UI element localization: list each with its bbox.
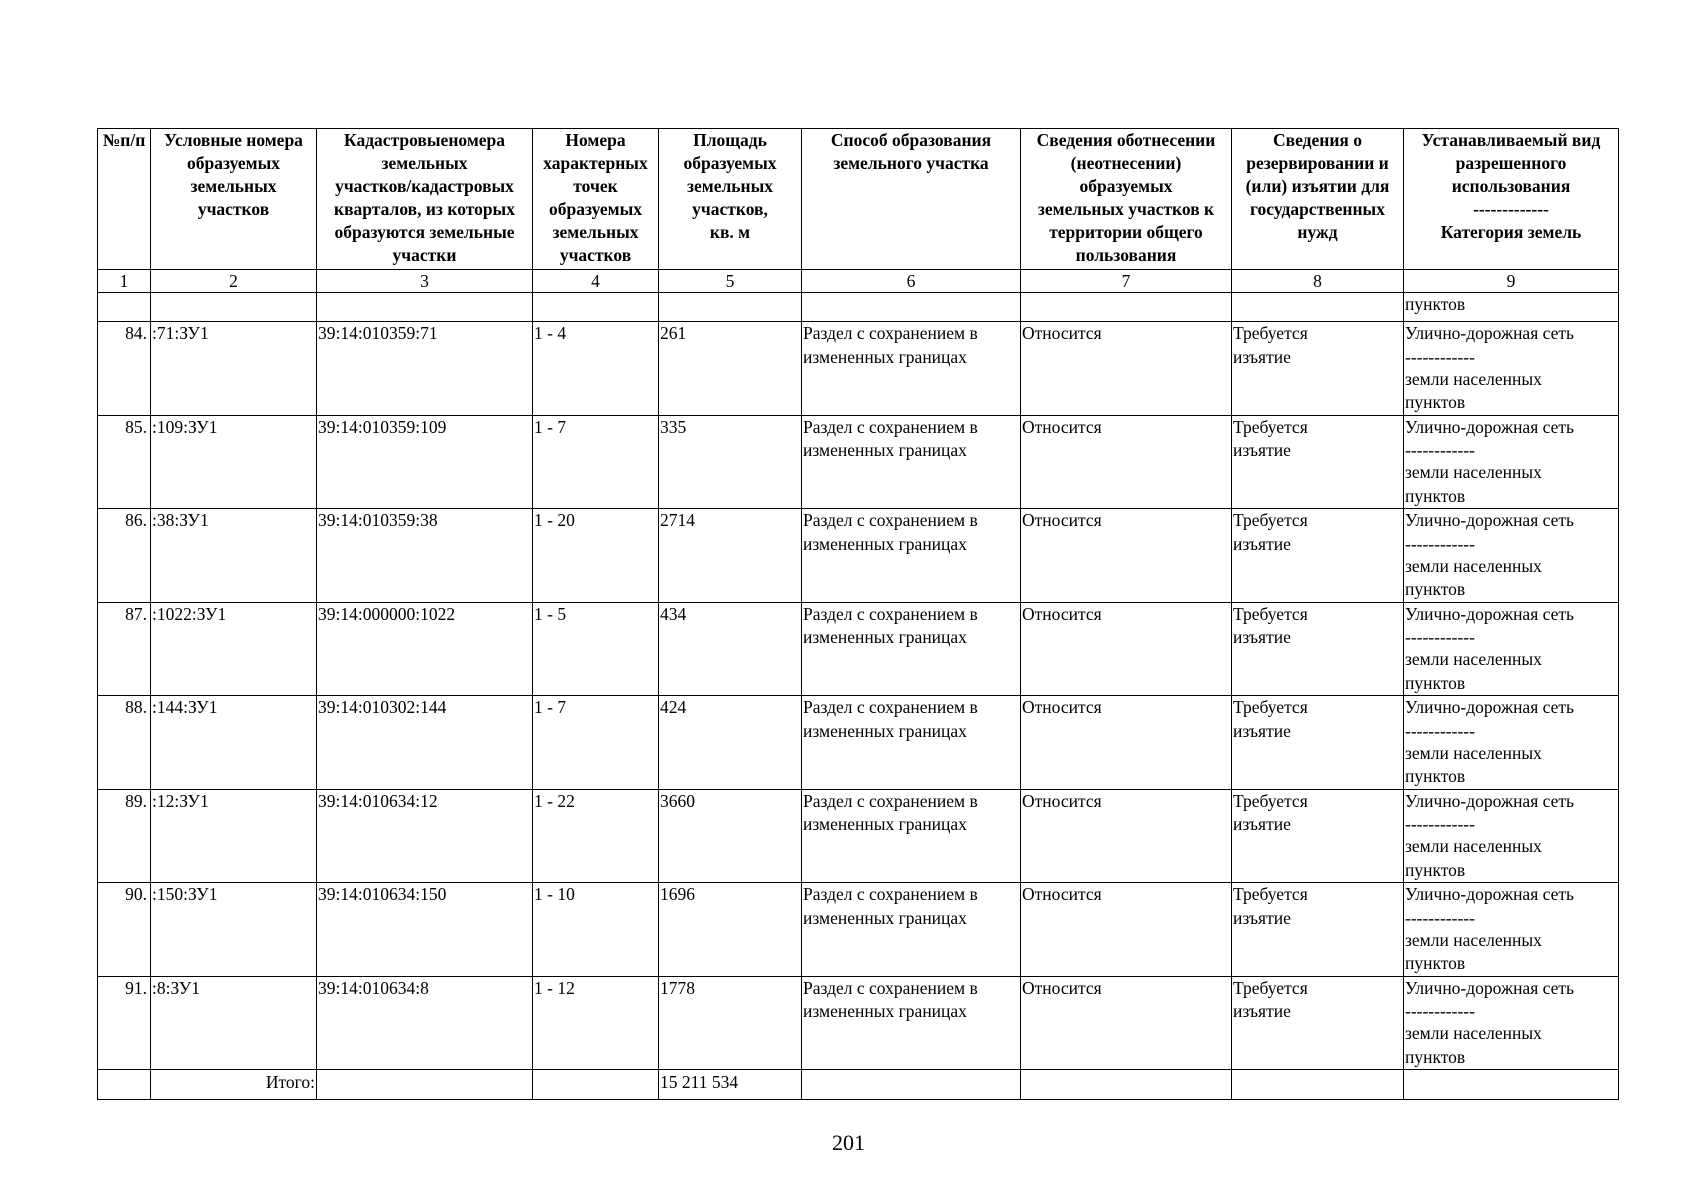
column-number: 4 bbox=[533, 270, 659, 293]
public-use-relation: Относится bbox=[1021, 602, 1232, 696]
reservation-info: Требуется изъятие bbox=[1232, 602, 1404, 696]
plot-area: 1778 bbox=[659, 976, 802, 1070]
column-number: 2 bbox=[151, 270, 317, 293]
cadastral-number: 39:14:010634:12 bbox=[317, 789, 533, 883]
public-use-relation: Относится bbox=[1021, 322, 1232, 416]
cadastral-number: 39:14:000000:1022 bbox=[317, 602, 533, 696]
table-row bbox=[98, 322, 1619, 416]
formation-method: Раздел с сохранением в измененных границах bbox=[802, 415, 1021, 509]
public-use-relation: Относится bbox=[1021, 976, 1232, 1070]
column-number: 5 bbox=[659, 270, 802, 293]
plot-area: 261 bbox=[659, 322, 802, 416]
table-row bbox=[98, 883, 1619, 977]
cadastral-number: 39:14:010302:144 bbox=[317, 696, 533, 790]
public-use-relation: Относится bbox=[1021, 415, 1232, 509]
row-number: 90. bbox=[98, 883, 151, 977]
cadastral-number: 39:14:010359:71 bbox=[317, 322, 533, 416]
land-plots-table bbox=[97, 128, 1619, 1100]
formation-method: Раздел с сохранением в измененных границах bbox=[802, 509, 1021, 603]
permitted-use-category: Улично-дорожная сеть ------------ земли населенных пунктов bbox=[1404, 415, 1619, 509]
plot-conditional-number: :12:ЗУ1 bbox=[151, 789, 317, 883]
column-number: 3 bbox=[317, 270, 533, 293]
formation-method: Раздел с сохранением в измененных границах bbox=[802, 696, 1021, 790]
point-numbers: 1 - 22 bbox=[533, 789, 659, 883]
cadastral-number: 39:14:010634:8 bbox=[317, 976, 533, 1070]
formation-method: Раздел с сохранением в измененных границах bbox=[802, 976, 1021, 1070]
row-number: 84. bbox=[98, 322, 151, 416]
reservation-info: Требуется изъятие bbox=[1232, 322, 1404, 416]
permitted-use-category: Улично-дорожная сеть ------------ земли населенных пунктов bbox=[1404, 322, 1619, 416]
total-label: Итого: bbox=[151, 1070, 317, 1100]
header-cell-7: Сведения оботнесении (неотнесении) образуемых земельных участков к территории общего пользования bbox=[1021, 129, 1232, 270]
total-area: 15 211 534 bbox=[659, 1070, 802, 1100]
continuation-row bbox=[98, 293, 1619, 322]
permitted-use-category: Улично-дорожная сеть ------------ земли населенных пунктов bbox=[1404, 696, 1619, 790]
column-number: 7 bbox=[1021, 270, 1232, 293]
permitted-use-category: Улично-дорожная сеть ------------ земли населенных пунктов bbox=[1404, 789, 1619, 883]
point-numbers: 1 - 7 bbox=[533, 696, 659, 790]
row-number: 88. bbox=[98, 696, 151, 790]
column-number: 8 bbox=[1232, 270, 1404, 293]
point-numbers: 1 - 20 bbox=[533, 509, 659, 603]
table-row bbox=[98, 789, 1619, 883]
header-cell-6: Способ образования земельного участка bbox=[802, 129, 1021, 270]
reservation-info: Требуется изъятие bbox=[1232, 509, 1404, 603]
permitted-use-category: Улично-дорожная сеть ------------ земли населенных пунктов bbox=[1404, 509, 1619, 603]
header-row bbox=[98, 129, 1619, 270]
point-numbers: 1 - 5 bbox=[533, 602, 659, 696]
plot-area: 3660 bbox=[659, 789, 802, 883]
land-plots-table-wrap bbox=[97, 128, 1618, 1100]
reservation-info: Требуется изъятие bbox=[1232, 789, 1404, 883]
point-numbers: 1 - 7 bbox=[533, 415, 659, 509]
column-number: 6 bbox=[802, 270, 1021, 293]
header-cell-1: №п/п bbox=[98, 129, 151, 270]
formation-method: Раздел с сохранением в измененных границах bbox=[802, 883, 1021, 977]
plot-area: 1696 bbox=[659, 883, 802, 977]
table-row bbox=[98, 602, 1619, 696]
permitted-use-category: Улично-дорожная сеть ------------ земли населенных пунктов bbox=[1404, 602, 1619, 696]
row-number: 87. bbox=[98, 602, 151, 696]
data-rows bbox=[98, 322, 1619, 1070]
reservation-info: Требуется изъятие bbox=[1232, 976, 1404, 1070]
point-numbers: 1 - 4 bbox=[533, 322, 659, 416]
cadastral-number: 39:14:010359:109 bbox=[317, 415, 533, 509]
public-use-relation: Относится bbox=[1021, 509, 1232, 603]
plot-area: 434 bbox=[659, 602, 802, 696]
row-number: 86. bbox=[98, 509, 151, 603]
plot-conditional-number: :8:ЗУ1 bbox=[151, 976, 317, 1070]
plot-conditional-number: :144:ЗУ1 bbox=[151, 696, 317, 790]
plot-conditional-number: :38:ЗУ1 bbox=[151, 509, 317, 603]
public-use-relation: Относится bbox=[1021, 789, 1232, 883]
formation-method: Раздел с сохранением в измененных границах bbox=[802, 789, 1021, 883]
table-row bbox=[98, 509, 1619, 603]
formation-method: Раздел с сохранением в измененных границах bbox=[802, 602, 1021, 696]
header-cell-5: Площадь образуемых земельных участков, кв. м bbox=[659, 129, 802, 270]
plot-area: 335 bbox=[659, 415, 802, 509]
header-cell-2: Условные номера образуемых земельных участков bbox=[151, 129, 317, 270]
column-number: 1 bbox=[98, 270, 151, 293]
column-numbers-row bbox=[98, 270, 1619, 293]
plot-conditional-number: :109:ЗУ1 bbox=[151, 415, 317, 509]
reservation-info: Требуется изъятие bbox=[1232, 883, 1404, 977]
row-number: 85. bbox=[98, 415, 151, 509]
header-cell-9: Устанавливаемый вид разрешенного использования ------------- Категория земель bbox=[1404, 129, 1619, 270]
reservation-info: Требуется изъятие bbox=[1232, 696, 1404, 790]
plot-area: 2714 bbox=[659, 509, 802, 603]
plot-conditional-number: :1022:ЗУ1 bbox=[151, 602, 317, 696]
permitted-use-category: Улично-дорожная сеть ------------ земли населенных пунктов bbox=[1404, 883, 1619, 977]
table-row bbox=[98, 415, 1619, 509]
plot-conditional-number: :71:ЗУ1 bbox=[151, 322, 317, 416]
cadastral-number: 39:14:010634:150 bbox=[317, 883, 533, 977]
row-number: 89. bbox=[98, 789, 151, 883]
point-numbers: 1 - 12 bbox=[533, 976, 659, 1070]
reservation-info: Требуется изъятие bbox=[1232, 415, 1404, 509]
header-cell-3: Кадастровыеномера земельных участков/кадастровых кварталов, из которых образуются земельные участки bbox=[317, 129, 533, 270]
row-number: 91. bbox=[98, 976, 151, 1070]
total-row bbox=[98, 1070, 1619, 1100]
plot-area: 424 bbox=[659, 696, 802, 790]
public-use-relation: Относится bbox=[1021, 883, 1232, 977]
page-number: 201 bbox=[832, 1130, 865, 1155]
plot-conditional-number: :150:ЗУ1 bbox=[151, 883, 317, 977]
header-cell-8: Сведения о резервировании и (или) изъятии для государственных нужд bbox=[1232, 129, 1404, 270]
header-cell-4: Номера характерных точек образуемых земельных участков bbox=[533, 129, 659, 270]
table-row bbox=[98, 696, 1619, 790]
point-numbers: 1 - 10 bbox=[533, 883, 659, 977]
continuation-text: пунктов bbox=[1404, 293, 1619, 322]
permitted-use-category: Улично-дорожная сеть ------------ земли населенных пунктов bbox=[1404, 976, 1619, 1070]
cadastral-number: 39:14:010359:38 bbox=[317, 509, 533, 603]
column-number: 9 bbox=[1404, 270, 1619, 293]
public-use-relation: Относится bbox=[1021, 696, 1232, 790]
table-row bbox=[98, 976, 1619, 1070]
formation-method: Раздел с сохранением в измененных границах bbox=[802, 322, 1021, 416]
